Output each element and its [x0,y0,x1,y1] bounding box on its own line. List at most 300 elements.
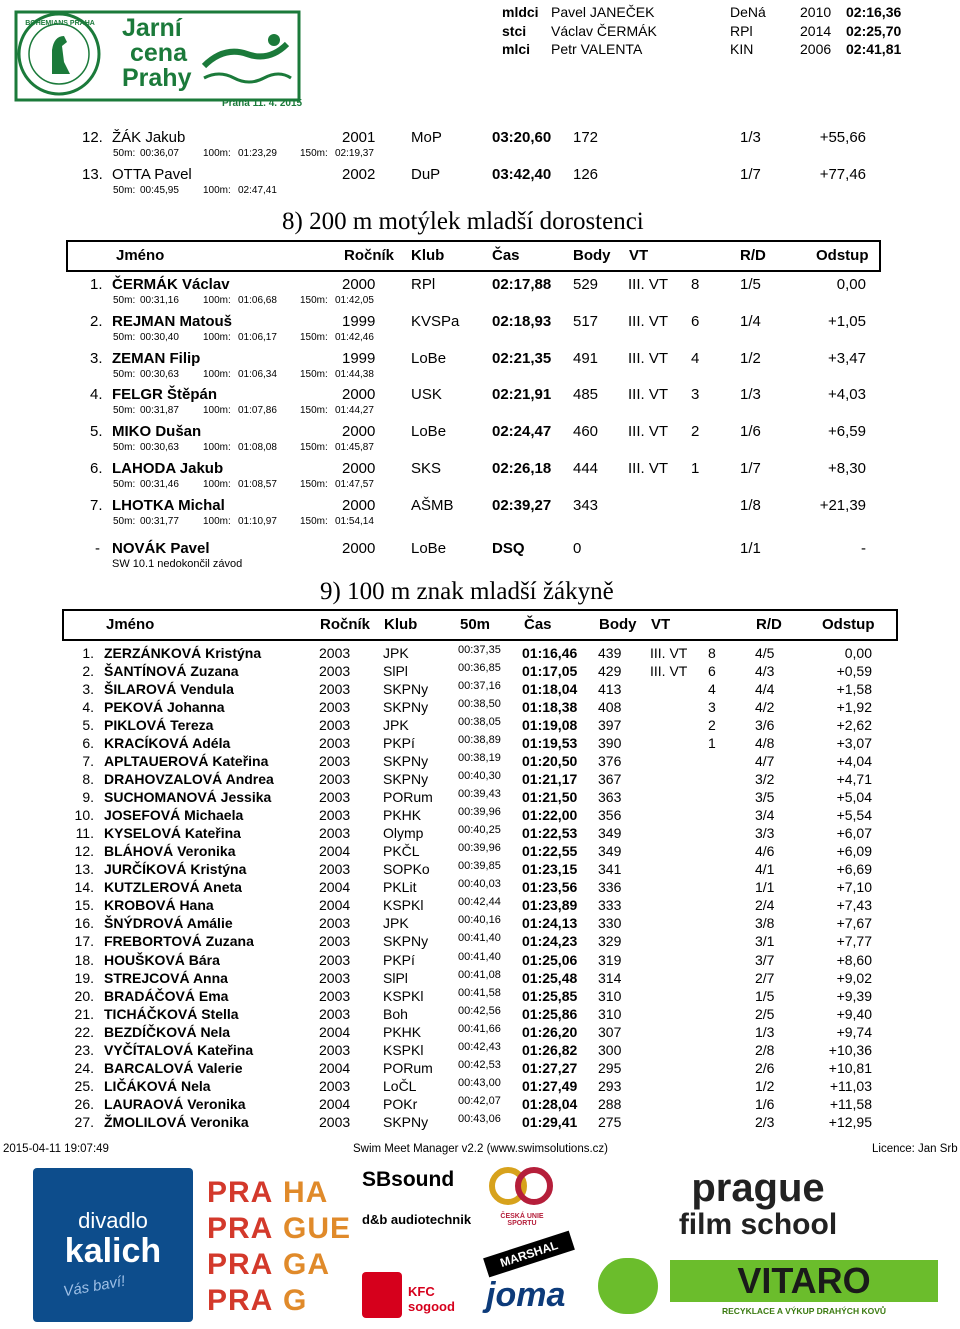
split-value: 01:08,08 [238,442,277,454]
result-club: SKPNy [383,771,429,788]
result-split-50m: 00:36,85 [458,662,501,675]
result-time: 02:26,18 [492,460,552,477]
section9-header [62,609,898,641]
result-vt: III. VT [650,645,688,661]
result-vt-points: 2 [691,423,700,441]
split-value: 01:42,05 [335,295,374,306]
result-vt-points: 6 [708,663,716,680]
record-time: 02:25,70 [846,22,902,39]
result-rank: 3. [82,681,94,698]
result-time: 01:22,00 [522,807,578,824]
result-club: SlPl [383,663,408,680]
result-points: 329 [598,933,622,950]
result-year: 2003 [319,861,351,878]
result-rank: 16. [74,915,94,932]
kalich-line1: divadlo [78,1208,148,1233]
result-time: 02:21,91 [492,386,552,404]
record-category: stci [502,22,527,39]
result-time: 01:22,53 [522,825,578,842]
result-year: 2003 [319,1005,351,1022]
result-name: BLÁHOVÁ Veronika [104,843,236,860]
col-time: Čas [492,247,520,264]
result-rd: 1/4 [740,312,761,330]
result-name: ŽÁK Jakub [112,129,186,146]
result-split-50m: 00:41,66 [458,1022,501,1035]
result-diff: +8,60 [836,951,872,968]
result-vt-points: 6 [691,312,700,330]
split-value: 01:47,57 [335,479,374,490]
result-split-50m: 00:39,43 [458,788,501,801]
result-split-50m: 00:40,30 [458,770,501,783]
split-label: 50m: [113,515,136,527]
result-points: 444 [573,460,599,477]
result-vt-points: 3 [691,386,700,404]
result-club: JPK [383,645,409,661]
result-time: 03:20,60 [492,129,552,146]
result-year: 2003 [319,1113,351,1130]
split-value: 01:45,87 [335,442,374,454]
result-vt-points: 4 [691,349,700,367]
praha-word: GUE [283,1212,352,1245]
result-diff: +11,58 [829,1095,872,1112]
result-diff: +0,59 [836,663,872,680]
result-split-50m: 00:38,19 [458,752,501,765]
sponsor-kalich-logo [33,1168,193,1322]
result-club: PKHK [383,807,422,824]
praha-word: PRA [207,1212,274,1245]
result-time: 01:19,53 [522,735,578,752]
result-rd: 4/3 [755,663,775,680]
result-name: ŽMOLILOVÁ Veronika [104,1113,249,1130]
result-diff: +6,07 [836,825,872,842]
split-label: 100m: [203,442,231,454]
result-rank: 1. [90,276,103,293]
result-club: PKHK [383,1023,422,1040]
result-club: SKPNy [383,681,429,698]
split-value: 01:10,97 [238,515,277,527]
result-split-50m: 00:38,89 [458,734,501,747]
logo-date: Praha 11. 4. 2015 [222,98,303,109]
result-rank: 13. [74,861,94,878]
result-time: 01:21,50 [522,789,578,806]
split-value: 01:54,14 [335,515,374,527]
result-split-50m: 00:42,56 [458,1004,501,1017]
result-rd: 4/5 [755,645,775,661]
result-club: PKLit [383,879,417,896]
col-year: Ročník [344,247,395,264]
praha-word: GA [283,1248,330,1281]
result-club: PKPí [383,951,415,968]
result-diff: +4,71 [836,771,872,788]
footer-software: Swim Meet Manager v2.2 (www.swimsolutions.cz) [353,1143,608,1155]
result-time: 01:21,17 [522,771,578,788]
result-time: 01:25,48 [522,969,578,986]
film-school-text: film school [678,1208,838,1241]
result-time: 02:24,47 [492,423,552,441]
vitaro-text: VITARO [670,1260,938,1302]
result-rank: 22. [74,1023,94,1040]
result-club: LoČL [383,1077,417,1094]
result-club: SKPNy [383,1113,429,1130]
result-diff: +1,05 [828,312,866,330]
result-points: 397 [598,717,622,734]
split-value: 02:19,37 [335,148,374,159]
result-split-50m: 00:41,40 [458,950,501,963]
result-name: OTTA Pavel [112,166,192,183]
split-label: 100m: [203,185,231,196]
result-diff: +7,10 [836,879,872,896]
result-time: 01:17,05 [522,663,578,680]
result-rd: 1/1 [755,879,775,896]
col-vt: VT [629,247,649,264]
result-diff: - [861,540,866,557]
result-club: JPK [383,717,409,734]
split-label: 100m: [203,331,231,343]
cus-rings-icon [486,1166,558,1208]
db-text: d&b audiotechnik [362,1212,472,1227]
split-label: 100m: [203,515,231,527]
result-time: 01:25,86 [522,1005,578,1022]
result-diff: +2,62 [836,717,872,734]
result-year: 2004 [319,879,351,896]
result-rd: 1/2 [755,1077,775,1094]
result-rank: 12. [82,129,103,146]
result-rd: 1/8 [740,496,761,514]
result-points: 517 [573,312,599,330]
result-name: ZEMAN Filip [112,349,201,367]
col-rd: R/D [740,247,766,264]
result-points: 376 [598,753,622,770]
result-time: 01:26,20 [522,1023,578,1040]
result-rank: 18. [74,951,94,968]
result-year: 2003 [319,807,351,824]
result-year: 2000 [342,423,376,441]
result-year: 2003 [319,663,351,680]
result-diff: +5,04 [836,789,872,806]
result-name: VYČÍTALOVÁ Kateřina [104,1041,254,1058]
result-rank: 13. [82,166,103,183]
result-time: 02:21,35 [492,349,552,367]
split-label: 100m: [203,148,231,159]
result-name: ŠANTÍNOVÁ Zuzana [104,663,239,680]
result-year: 2001 [342,129,376,146]
result-vt: III. VT [628,312,669,330]
result-year: 2004 [319,1095,351,1112]
result-time: 01:25,06 [522,951,578,968]
split-label: 150m: [300,331,328,343]
result-club: SlPl [383,969,408,986]
result-points: 413 [598,681,622,698]
result-points: 293 [598,1077,622,1094]
result-name: HOUŠKOVÁ Bára [104,951,220,968]
result-rank: 26. [74,1095,94,1112]
sponsor-joma-logo [486,1276,582,1322]
split-value: 00:30,63 [140,368,179,380]
joma-text: joma [486,1276,566,1314]
result-time: 01:20,50 [522,753,578,770]
col-diff: Odstup [822,616,875,633]
result-split-50m: 00:42,44 [458,896,501,909]
record-year: 2006 [800,41,832,57]
split-value: 00:36,07 [140,148,179,159]
praha-word: G [283,1284,308,1317]
result-name: KROBOVÁ Hana [104,897,214,914]
result-diff: +10,36 [828,1041,872,1058]
split-value: 00:31,87 [140,405,179,417]
result-vt-points: 1 [708,735,716,752]
split-label: 100m: [203,405,231,417]
result-vt-points: 4 [708,681,716,698]
sponsor-sbsound-logo [362,1168,474,1204]
col-year: Ročník [320,616,371,633]
result-diff: +55,66 [819,129,866,146]
result-club: SOPKo [383,861,430,878]
result-points: 343 [573,496,599,514]
praha-word: PRA [207,1176,274,1209]
result-diff: 0,00 [844,645,872,661]
result-year: 2003 [319,735,351,752]
result-club: LoBe [411,540,447,557]
result-rd: 1/1 [740,540,761,557]
split-label: 150m: [300,405,328,417]
sbsound-text: SBsound [362,1168,455,1191]
marshal-text: MARSHAL [498,1238,560,1270]
split-value: 00:30,63 [140,442,179,454]
result-rank: 2. [82,663,94,680]
split-label: 50m: [113,479,136,490]
result-diff: +1,58 [836,681,872,698]
result-rank: 9. [82,789,94,806]
result-name: ŠNÝDROVÁ Amálie [104,915,233,932]
result-diff: 0,00 [836,276,866,293]
result-points: 314 [598,969,622,986]
result-rank: 5. [82,717,94,734]
result-name: STREJCOVÁ Anna [104,969,228,986]
result-rank: 15. [74,897,94,914]
result-time: 01:23,56 [522,879,578,896]
result-year: 2003 [319,987,351,1004]
result-time: 01:16,46 [522,645,578,661]
result-vt: III. VT [628,276,669,293]
result-club: PORum [383,789,433,806]
result-time: 02:17,88 [492,276,552,293]
result-time: 01:23,89 [522,897,578,914]
logo-badge-text: BOHEMIANS PRAHA [25,20,95,27]
result-club: Boh [383,1005,408,1022]
swimmer-icon [199,26,294,86]
result-diff: +9,02 [836,969,872,986]
result-diff: +5,54 [836,807,872,824]
split-value: 01:42,46 [335,331,374,343]
result-points: 529 [573,276,599,293]
logo-title-line-1: Jarní [122,14,182,42]
result-diff: +12,95 [828,1113,872,1130]
result-name: ZERZÁNKOVÁ Kristýna [104,645,262,661]
split-label: 150m: [300,515,328,527]
result-rank: 7. [90,496,103,514]
split-label: 50m: [113,331,136,343]
result-club: SKPNy [383,699,429,716]
result-split-50m: 00:42,53 [458,1058,501,1071]
split-value: 01:44,27 [335,405,374,417]
result-rank: 3. [90,349,103,367]
split-label: 50m: [113,295,136,306]
result-rank: 11. [75,825,94,842]
result-name: FREBORTOVÁ Zuzana [104,933,254,950]
result-split-50m: 00:37,35 [458,644,501,656]
dsq-note: SW 10.1 nedokončil závod [112,558,243,570]
section9-title: 9) 100 m znak mladší žákyně [320,578,614,605]
record-club: DeNá [730,4,766,20]
kfc-text: KFC sogood [408,1284,455,1314]
logo-title [122,16,191,91]
result-rd: 1/7 [740,166,761,183]
result-points: 349 [598,843,622,860]
result-diff: +77,46 [819,166,866,183]
result-year: 2003 [319,1041,351,1058]
logo-title-line-3: Prahy [122,64,192,92]
result-name: DRAHOVZALOVÁ Andrea [104,771,274,788]
result-name: NOVÁK Pavel [112,540,210,557]
split-label: 50m: [113,185,136,196]
col-vt: VT [651,616,671,633]
col-club: Klub [411,247,445,264]
result-points: 0 [573,540,582,557]
result-time: 01:25,85 [522,987,578,1004]
result-rd: 1/6 [740,423,761,441]
col-points: Body [573,247,611,264]
result-year: 2003 [319,717,351,734]
sponsor-db-logo [362,1212,474,1246]
result-split-50m: 00:38,05 [458,716,501,729]
result-name: PIKLOVÁ Tereza [104,717,214,734]
split-value: 01:44,38 [335,368,374,380]
result-club: KSPKl [383,1041,424,1058]
result-club: SKPNy [383,753,429,770]
vitaro-subtext: RECYKLACE A VÝKUP DRAHÝCH KOVŮ [721,1306,887,1316]
split-value: 01:06,17 [238,331,277,343]
result-split-50m: 00:42,07 [458,1094,501,1107]
result-points: 439 [598,645,622,661]
record-holder: Václav ČERMÁK [551,22,657,39]
split-value: 01:07,86 [238,405,277,417]
result-club: PORum [383,1059,433,1076]
split-value: 00:31,16 [140,295,179,306]
result-diff: +21,39 [819,496,866,514]
result-year: 2000 [342,496,376,514]
result-time: 01:22,55 [522,843,578,860]
result-club: MoP [411,129,442,146]
result-split-50m: 00:37,16 [458,680,501,693]
result-diff: +4,03 [828,386,866,404]
result-rank: 7. [82,753,94,770]
result-year: 2004 [319,1023,351,1040]
col-split: 50m [460,616,491,633]
result-year: 2003 [319,933,351,950]
result-points: 300 [598,1041,622,1058]
result-time: 01:27,49 [522,1077,578,1094]
result-diff: +11,03 [829,1077,872,1094]
result-club: PKPí [383,735,415,752]
result-diff: +3,47 [828,349,866,367]
result-points: 330 [598,915,622,932]
split-label: 50m: [113,405,136,417]
result-points: 336 [598,879,622,896]
prague-text: prague [691,1166,825,1210]
result-diff: +1,92 [836,699,872,716]
result-split-50m: 00:41,58 [458,986,501,999]
result-rd: 1/6 [755,1095,775,1112]
result-points: 310 [598,987,622,1004]
result-points: 363 [598,789,622,806]
result-vt: III. VT [650,663,688,680]
result-time: 01:29,41 [522,1113,578,1130]
split-label: 150m: [300,442,328,454]
sponsor-prague-film-school-logo [574,1168,942,1250]
result-split-50m: 00:41,40 [458,932,501,945]
result-diff: +6,09 [836,843,872,860]
result-points: 275 [598,1113,622,1130]
result-name: APLTAUEROVÁ Kateřina [104,753,269,770]
result-club: AŠMB [411,496,454,514]
result-rank: 20. [74,987,94,1004]
split-label: 150m: [300,479,328,490]
result-points: 172 [573,129,599,146]
split-value: 01:08,57 [238,479,277,490]
result-rank: 2. [90,312,103,330]
result-name: BARCALOVÁ Valerie [104,1059,243,1076]
logo-title-line-2: cena [130,39,187,67]
split-label: 50m: [113,442,136,454]
result-split-50m: 00:39,85 [458,860,501,873]
result-time: 01:24,23 [522,933,578,950]
col-name: Jméno [106,616,155,633]
result-year: 1999 [342,349,376,367]
kalich-line2: kalich [64,1232,162,1270]
split-value: 00:31,77 [140,515,179,527]
split-label: 150m: [300,368,328,380]
result-name: BRADÁČOVÁ Ema [104,987,229,1004]
result-split-50m: 00:39,96 [458,842,501,855]
result-points: 310 [598,1005,622,1022]
result-points: 126 [573,166,599,183]
cus-text: ČESKÁ UNIE SPORTU [500,1213,544,1227]
result-name: LAURAOVÁ Veronika [104,1095,246,1112]
record-holder: Pavel JANEČEK [551,4,655,20]
result-rd: 3/5 [755,789,775,806]
result-rd: 1/3 [740,386,761,404]
record-time: 02:16,36 [846,4,902,20]
praha-word: PRA [207,1248,274,1281]
result-rank: 4. [82,699,94,716]
result-vt-points: 3 [708,699,716,716]
result-diff: +7,67 [836,915,872,932]
col-time: Čas [524,616,552,633]
result-name: TICHÁČKOVÁ Stella [104,1005,239,1022]
result-rank: 14. [74,879,94,896]
result-rd: 4/1 [755,861,775,878]
result-year: 2003 [319,969,351,986]
result-points: 319 [598,951,622,968]
result-points: 333 [598,897,622,914]
result-rank: 6. [82,735,94,752]
result-name: BEZDÍČKOVÁ Nela [104,1023,231,1040]
result-year: 2003 [319,771,351,788]
result-club: SKPNy [383,933,429,950]
sponsor-praha-logo [207,1176,350,1322]
result-rd: 4/8 [755,735,775,752]
result-year: 2003 [319,645,351,661]
